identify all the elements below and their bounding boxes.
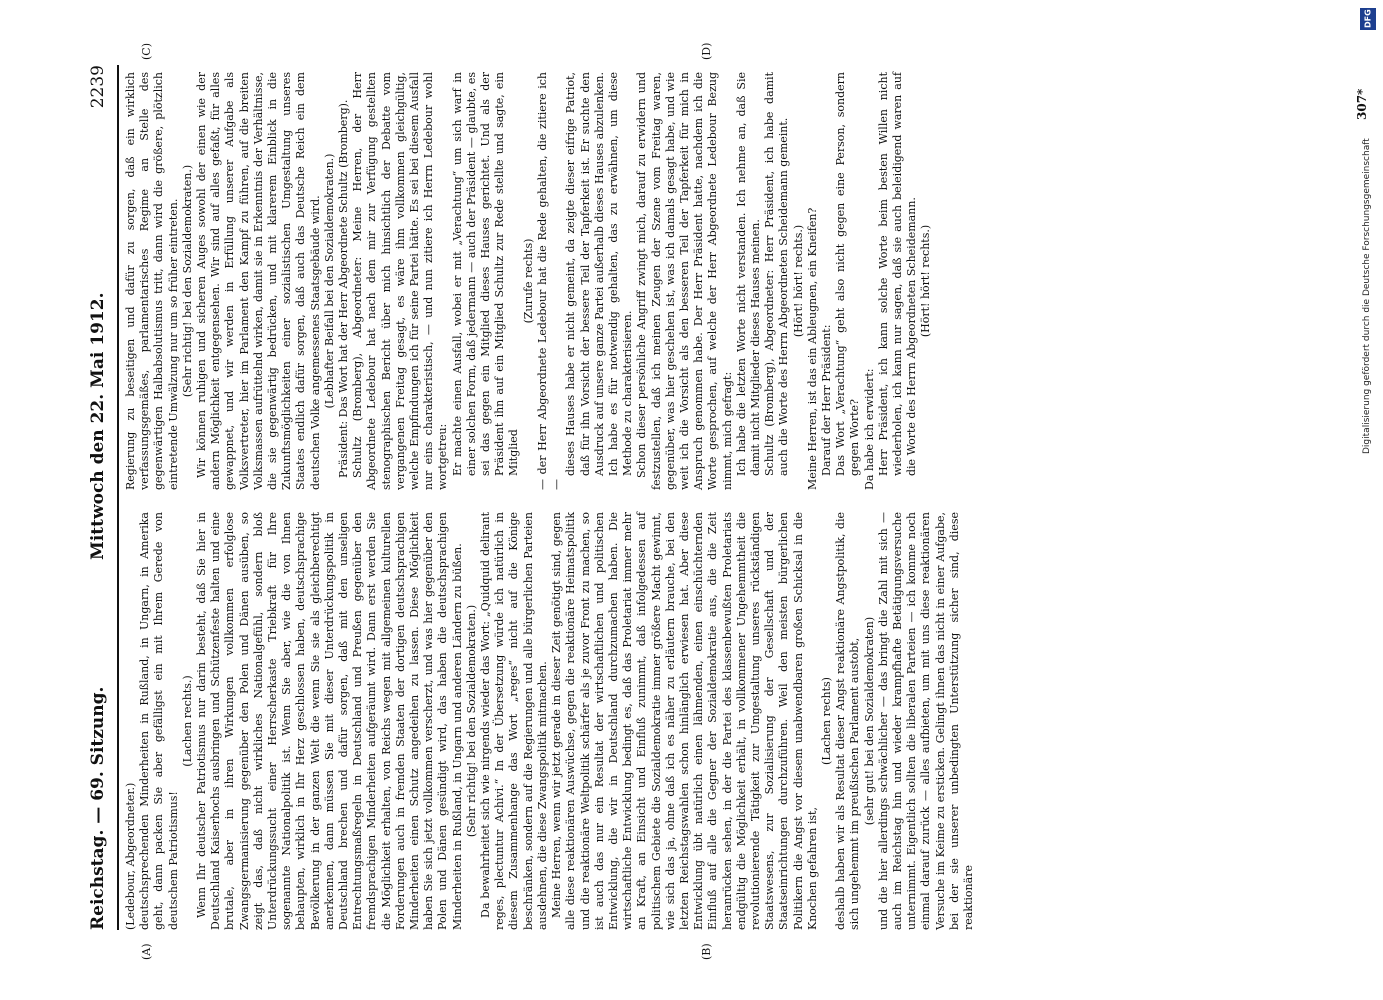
interjection: (Sehr richtig! bei den Sozialdemokraten.): [464, 604, 478, 838]
quotation: Herr Präsident, ich kann solche Worte beim besten Willen nicht wiederholen, ich kann nur sagen, daß sie auch beleidigend waren auf die Worte des Herrn Abgeordneten Scheidemann.: [876, 72, 919, 476]
interjection: (sehr gut! bei den Sozialdemokraten): [862, 616, 876, 826]
interjection: (Hört! hört! rechts.): [919, 224, 933, 338]
header-title: Reichstag. — 69. Sitzung.: [88, 686, 108, 930]
left-column: [124, 512, 976, 930]
dfg-funding-note: Digitalisierung gefördert durch die Deutsche Forschungsgemeinschaft: [1362, 138, 1372, 454]
interjection: (Zurufe rechts): [521, 238, 535, 324]
interjection: (Sehr richtig! bei den Sozialdemokraten.): [180, 164, 194, 398]
president-statement: Präsident: Das Wort hat der Herr Abgeordnete Schultz (Bromberg).: [337, 99, 351, 478]
interjection: (Lachen rechts): [819, 677, 833, 765]
page-number: 2239: [88, 65, 108, 109]
header-rule: [117, 65, 119, 930]
margin-marker-b: (B): [700, 943, 713, 960]
paragraph: und die hier allerdings schwächlicher — das bringt die Zahl mit sich — auch im Reichstag hin und wieder krampfhafte Betätigungsversuche unternimmt. Eigentlich sollten die liberalen Parteien — ich komme noch einmal darauf zurück — alles aufbieten, um mit uns diese reaktionären Versuche im Keime zu ersticken. Gelingt ihnen das nicht in einer Aufgabe, bei der sie unserer unbedingten Unterstützung sicher sind, diese reaktionäre: [876, 512, 975, 930]
paragraph: Meine Herren, ist das ein Ableugnen, ein Kneifen?: [805, 207, 819, 490]
dfg-stamp: [1360, 8, 1376, 458]
interjection: (Lachen rechts.): [180, 675, 194, 767]
margin-marker-a: (A): [140, 943, 153, 960]
paragraph: Regierung zu beseitigen und dafür zu sorgen, daß ein wirklich verfassungsgemäßes, parlamentarisches Regime an Stelle des gegenwärtigen Halbabsolutismus tritt, dann wird die größere, plötzlich eintretende Umwälzung nur um so früher eintreten.: [124, 72, 180, 490]
interjection: (Lebhafter Beifall bei den Sozialdemokraten.): [322, 153, 336, 409]
right-column: [124, 72, 934, 490]
paragraph: deshalb haben wir als Resultat dieser Angst reaktionäre Angstpolitik, die sich ungehemmt im preußischen Parlament austobt,: [834, 512, 862, 930]
paragraph: Wenn Ihr deutscher Patriotismus nur darin besteht, daß Sie hier in Deutschland Kaiserhochs ausbringen und Schützenfeste halten und eine brutale, aber in ihren Wirkungen vollkommen erfolglose Zwangsgermanisierung gegenüber den Polen und Dänen ausüben, so zeigt das, daß nicht wirkliches Nationalgefühl, sondern bloß Unterdrückungssucht einer Herrscherkaste Triebkraft für Ihre sogenannte Nationalpolitik ist. Wenn Sie aber, wie die von Ihnen behaupten, wirklich in Ihr Herz geschlossen haben, deutschsprachige Bevölkerung in der ganzen Welt die wenn Sie sie als gleichberechtigt anerkennen, dann müssen Sie mit dieser Unterdrückungspolitik in Deutschland brechen und dafür sorgen, daß mit den unseligen Entrechtungsmaßregeln in Deutschland und Preußen gegenüber den fremdsprachigen Minderheiten aufgeräumt wird. Dann erst werden Sie die Möglichkeit erhalten, von Reichs wegen mit allgemeinen kulturellen Forderungen auch in fremden Staaten der dortigen deutschsprachigen Minderheiten einen Schutz angedeihen zu lassen. Diese Möglichkeit haben Sie sich jetzt vollkommen verscherzt, und was hier gegenüber den Polen und Dänen gesündigt wird, das haben die deutschsprachigen Minderheiten in Rußland, in Ungarn und anderen Ländern zu büßen.: [195, 512, 464, 930]
page-header: [88, 65, 114, 930]
dfg-logo: DFG: [1360, 8, 1376, 30]
speaker-paragraph: Schultz (Bromberg), Abgeordneter: Meine Herren, der Herr Abgeordnete Ledebour hat nach dem mir zur Verfügung gestellten stenographischen Bericht über mich hinsichtlich der Debatte vom vergangenen Freitag gesagt, es wäre ihm vollkommen gleichgültig, welche Empfindungen ich für seine Partei hätte. Es sei bei diesem Ausfall nur eins charakteristisch, — und nun zitiere ich Herrn Ledebour wohl wortgetreu:: [351, 72, 450, 490]
margin-marker-c: (C): [140, 43, 153, 60]
quotation: Er machte einen Ausfall, wobei er mit „Verachtung“ um sich warf in einer solchen Form, daß jedermann — auch der Präsident — glaubte, es sei das gegen ein Mitglied dieses Hauses gerichtet. Und als der Präsident ihn auf ein Mitglied Schultz zur Rede stellte und sagte, ein Mitglied: [450, 72, 521, 476]
paragraph: — der Herr Abgeordnete Ledebour hat die Rede gehalten, die zitiere ich —: [535, 72, 564, 490]
header-date: Mittwoch den 22. Mai 1912.: [88, 292, 108, 560]
interjection: (Hört! hört! rechts.): [791, 224, 805, 338]
margin-marker-d: (D): [700, 42, 713, 60]
paragraph: Darauf der Herr Präsident:: [819, 324, 833, 476]
running-speaker: (Ledebour, Abgeordneter.): [124, 782, 137, 930]
paragraph: deutschsprechenden Minderheiten in Rußland, in Ungarn, in Amerika geht, dann packen Sie aber gefälligst ein mit Ihrem Gerede von deutschem Patriotismus!: [138, 512, 180, 930]
quotation: Schultz (Bromberg), Abgeordneter: Herr Präsident, ich habe damit auch die Worte des Herrn Abgeordneten Scheidemann gemeint.: [763, 72, 791, 476]
paragraph: Meine Herren, wenn wir jetzt gerade in dieser Zeit genötigt sind, gegen alle diese reaktionären Auswüchse, gegen die reaktionäre Heimatspolitik und die reaktionäre Weltpolitik schärfer als je zuvor Front zu machen, so ist auch das nur ein Resultat der wirtschaftlichen und politischen Entwicklung, die wir in Deutschland durchzumachen haben. Die wirtschaftliche Entwicklung bedingt es, daß das Proletariat immer mehr an Kraft, an Einsicht und Einfluß zunimmt, daß infolgedessen auf politischem Gebiete die Sozialdemokratie immer größere Macht gewinnt, wie sich das ja, ohne daß ich es näher zu erläutern brauche, bei den letzten Reichstagswahlen schon hinlänglich erwiesen hat. Aber diese Entwicklung übt natürlich einen lähmenden, einen einschüchternden Einfluß auf alle die Gegner der Sozialdemokratie aus, die die Zeit heranrücken sehen, in der die Partei des klassenbewußten Proletariats endgültig die Möglichkeit erhält, in vollkommener Ungehemmtheit die revolutionierende Tätigkeit zur Umgestaltung unseres rückständigen Staatswesens, zur Sozialisierung der Gesellschaft und der Staatseinrichtungen durchzuführen. Weil den meisten bürgerlichen Politikern die Angst vor diesem unabwendbaren großen Schicksal in die Knochen gefahren ist,: [550, 512, 819, 930]
quotation: Das Wort „Verachtung“ geht also nicht gegen eine Person, sondern gegen Worte?: [834, 72, 862, 476]
paragraph: Schon dieser persönliche Angriff zwingt mich, darauf zu erwidern und festzustellen, daß ich meinen Zeugen der Szene vom Freitag waren, gegenüber, was hier geschehen ist, was ich damals gesagt habe, und wie weit ich die Vorsicht als den besseren Teil der Tapferkeit für mich in Anspruch genommen habe. Der Herr Präsident hatte, nachdem ich die Worte gesprochen, auf welche der Herr Abgeordnete Ledebour Bezug nimmt, mich gefragt:: [635, 72, 734, 490]
footer-reference: 307*: [1355, 88, 1369, 120]
quotation: Ich habe die letzten Worte nicht verstanden. Ich nehme an, daß Sie damit nicht Mitglieder dieses Hauses meinen.: [734, 72, 762, 476]
paragraph: Da bewahrheitet sich wie nirgends wieder das Wort: „Quidquid delirant reges, plectuntur Achivi.“ In der Übersetzung würde ich natürlich in diesem Zusammenhange das Wort „reges“ nicht auf die Könige beschränken, sondern auf die Regierungen und alle bürgerlichen Parteien ausdehnen, die diese Zwangspolitik mitmachen.: [479, 512, 549, 930]
paragraph: Da habe ich erwidert:: [862, 368, 876, 490]
paragraph: Wir können ruhigen und sicheren Auges sowohl der einen wie der andern Möglichkeit entgegensehen. Wir sind auf alles gefaßt, für alles gewappnet, und wir werden in Erfüllung unserer Aufgabe als Volksvertreter, hier im Parlament den Kampf zu führen, auf die breiten Volksmassen aufrüttelnd wirken, damit sie in Erkenntnis der Verhältnisse, die sie gegenwärtig bedrücken, und mit klarerem Einblick in die Zukunftsmöglichkeiten einer sozialistischen Umgestaltung unseres Staates endlich dafür sorgen, daß auch das Deutsche Reich ein dem deutschen Volke angemessenes Staatsgebäude wird.: [195, 72, 322, 490]
quotation: dieses Hauses habe er nicht gemeint, da zeigte dieser eifrige Patriot, daß für ihn Vorsicht der bessere Teil der Tapferkeit ist. Er suchte den Ausdruck auf unsere ganze Partei außerhalb dieses Hauses abzulenken. Ich habe es für notwendig gehalten, das zu erwähnen, um diese Methode zu charakterisieren.: [564, 72, 635, 476]
